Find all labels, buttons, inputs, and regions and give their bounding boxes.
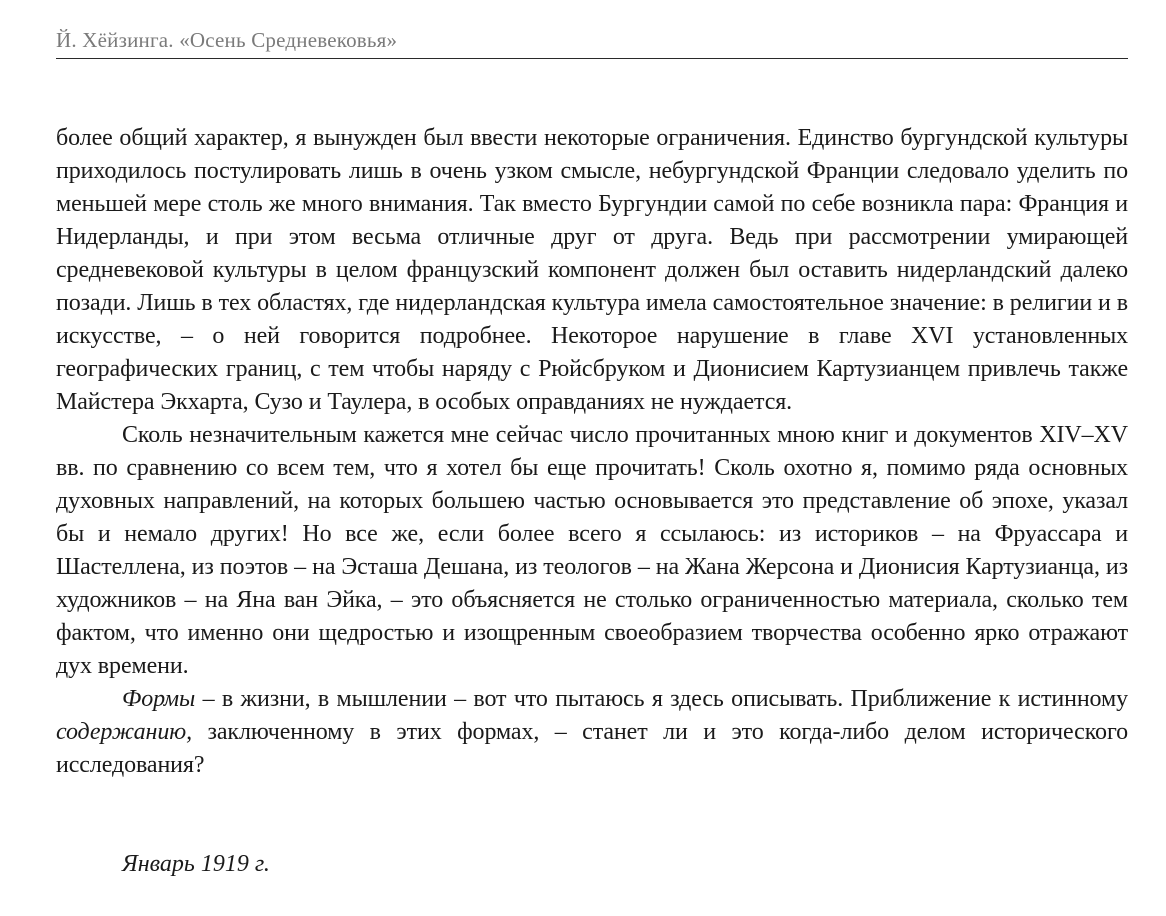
paragraph-2: Сколь незначительным кажется мне сейчас число прочитанных мною книг и документов XIV–XV вв. по сравнению со всем тем, что я хотел бы еще прочитать! Сколь охотно я, помимо ряда основных духовных направлений, на которых большею частью основывается это представление об эпохе, указал бы и немало других! Но все же, если более всего я ссылаюсь: из историков – на Фруассара и Шастеллена, из поэтов – на Эсташа Дешана, из теологов – на Жана Жерсона и Дионисия Картузианца, из художников – на Яна ван Эйка, – это объясняется не столько ограниченностью материала, сколько тем фактом, что именно они щедростью и изощренным своеобразием творчества особенно ярко отражают дух времени. — [56, 422, 1128, 679]
paragraph-3-part-1: – в жизни, в мышлении – вот что пытаюсь я здесь описывать. Приближение к истинному — [195, 686, 1128, 712]
paragraph-3-part-2: заключенному в этих формах, – станет ли и это когда-либо делом исторического исследования? — [56, 719, 1128, 778]
body-text — [56, 122, 1128, 782]
running-head-text: Й. Хёйзинга. «Осень Средневековья» — [56, 28, 398, 52]
paragraph-1: более общий характер, я вынужден был ввести некоторые ограничения. Единство бургундской культуры приходилось постулировать лишь в очень узком смысле, небургундской Франции следовало уделить по меньшей мере столь же много внимания. Так вместо Бургундии самой по себе возникла пара: Франция и Нидерланды, и при этом весьма отличные друг от друга. Ведь при рассмотрении умирающей средневековой культуры в целом французский компонент должен был оставить нидерландский далеко позади. Лишь в тех областях, где нидерландская культура имела самостоятельное значение: в религии и в искусстве, – о ней говорится подробнее. Некоторое нарушение в главе XVI установленных географических границ, с тем чтобы наряду с Рюйсбруком и Дионисием Картузианцем привлечь также Майстера Экхарта, Сузо и Таулера, в особых оправданиях не нуждается. — [56, 125, 1128, 415]
italic-content: содержанию, — [56, 719, 192, 745]
italic-forms: Формы — [122, 686, 196, 712]
paragraph-3 — [56, 683, 1128, 782]
running-head — [56, 27, 1128, 59]
date-line: Январь 1919 г. — [122, 851, 270, 877]
